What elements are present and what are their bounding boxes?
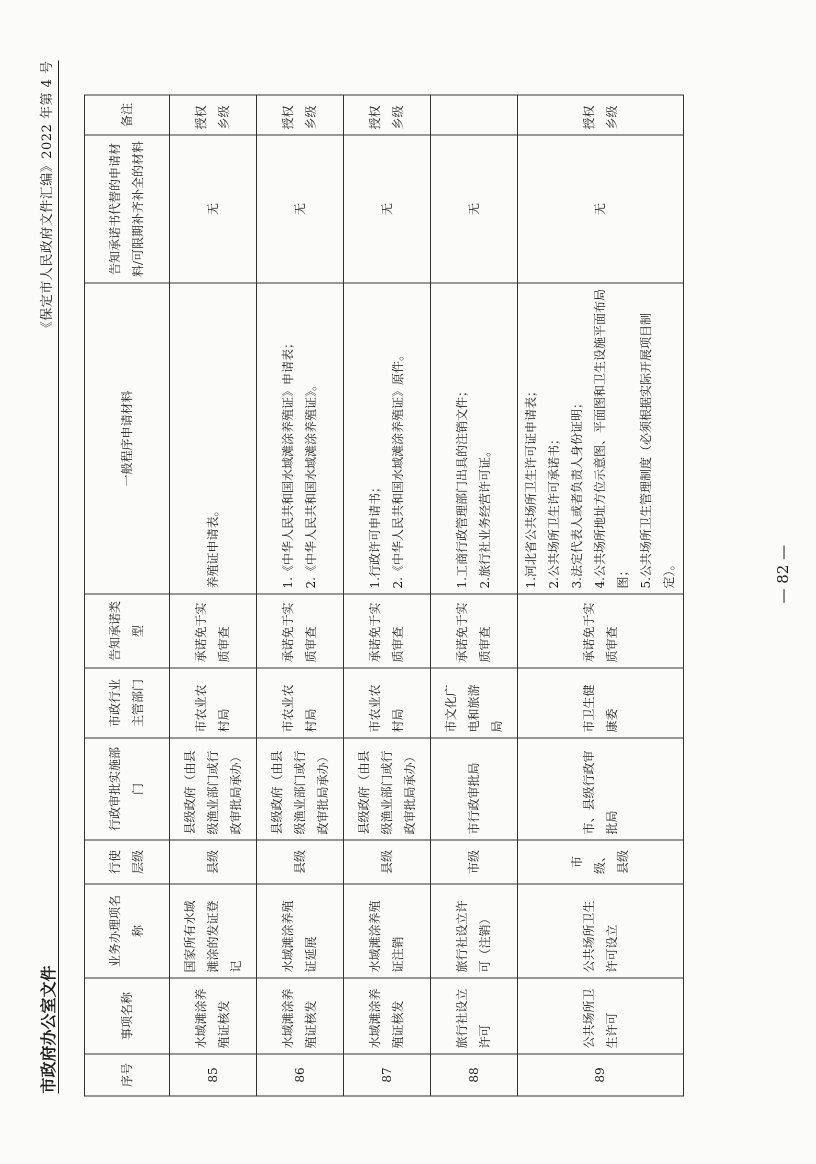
materials xyxy=(170,283,257,594)
industry-dept: 市农业农村局 xyxy=(170,668,257,738)
col-header: 序号 xyxy=(85,1054,170,1096)
level: 县级 xyxy=(170,840,257,884)
col-header: 行政审批实施部门 xyxy=(85,738,170,840)
row-number: 89 xyxy=(518,1054,684,1096)
business-name: 国家所有水域滩涂的发证登记 xyxy=(170,884,257,978)
material-line: 3.法定代表人或者负责人身份证明； xyxy=(570,397,584,589)
approval-dept: 县级政府（由县级渔业部门或行政审批局承办） xyxy=(257,738,344,840)
row-number: 86 xyxy=(257,1054,344,1096)
remark xyxy=(431,95,518,135)
replaced-materials: 无 xyxy=(518,135,684,283)
material-line: 2.公共场所卫生许可承诺书； xyxy=(547,433,561,589)
table-row xyxy=(344,95,431,1096)
item-name: 水域滩涂养殖证核发 xyxy=(344,978,431,1054)
approval-table xyxy=(84,95,684,1097)
item-name: 水域滩涂养殖证核发 xyxy=(257,978,344,1054)
item-name: 公共场所卫生许可 xyxy=(518,978,684,1054)
header-rule xyxy=(58,61,59,1094)
office-title: 市政府办公室文件 xyxy=(39,965,58,1094)
commitment-type: 承诺免于实质审查 xyxy=(431,594,518,668)
materials xyxy=(518,283,684,594)
industry-dept: 市农业农村局 xyxy=(344,668,431,738)
approval-dept: 市行政审批局 xyxy=(431,738,518,840)
material-line: 2.《中华人民共和国水域滩涂养殖证》。 xyxy=(304,379,318,589)
approval-dept: 县级政府（由县级渔业部门或行政审批局承办） xyxy=(170,738,257,840)
material-line: 2.《中华人民共和国水域滩涂养殖证》原件。 xyxy=(391,349,405,589)
materials xyxy=(344,283,431,594)
row-number: 88 xyxy=(431,1054,518,1096)
business-name: 旅行社设立许可（注销） xyxy=(431,884,518,978)
table-row xyxy=(431,95,518,1096)
material-line: 2.旅行社业务经营许可证。 xyxy=(478,445,492,589)
table-row xyxy=(170,95,257,1096)
remark: 授权乡级 xyxy=(257,95,344,135)
business-name: 水域滩涂养殖证延展 xyxy=(257,884,344,978)
industry-dept: 市文化广电和旅游局 xyxy=(431,668,518,738)
commitment-type: 承诺免于实质审查 xyxy=(518,594,684,668)
col-header: 告知承诺书代替的申请材料/可限期补齐补全的材料 xyxy=(85,135,170,283)
industry-dept: 市农业农村局 xyxy=(257,668,344,738)
col-header: 备注 xyxy=(85,95,170,135)
commitment-type: 承诺免于实质审查 xyxy=(170,594,257,668)
replaced-materials: 无 xyxy=(170,135,257,283)
item-name: 旅行社设立许可 xyxy=(431,978,518,1054)
material-line: 1.工商行政管理部门出具的注销文件； xyxy=(455,385,469,589)
remark: 授权乡级 xyxy=(170,95,257,135)
remark: 授权乡级 xyxy=(344,95,431,135)
table-row xyxy=(257,95,344,1096)
material-line: 1.《中华人民共和国水域滩涂养殖证》申请表； xyxy=(281,337,295,589)
level: 市级、县级 xyxy=(518,840,684,884)
approval-dept: 市、县级行政审批局 xyxy=(518,738,684,840)
level: 县级 xyxy=(257,840,344,884)
approval-dept: 县级政府（由县级渔业部门或行政审批局承办） xyxy=(344,738,431,840)
replaced-materials: 无 xyxy=(344,135,431,283)
materials xyxy=(431,283,518,594)
level: 市级 xyxy=(431,840,518,884)
col-header: 事项名称 xyxy=(85,978,170,1054)
level: 县级 xyxy=(344,840,431,884)
replaced-materials: 无 xyxy=(431,135,518,283)
commitment-type: 承诺免于实质审查 xyxy=(344,594,431,668)
business-name: 公共场所卫生许可设立 xyxy=(518,884,684,978)
col-header: 市政行业主管部门 xyxy=(85,668,170,738)
material-line: 1.行政许可申请书； xyxy=(368,481,382,589)
materials xyxy=(257,283,344,594)
item-name: 水域滩涂养殖证核发 xyxy=(170,978,257,1054)
material-line: 5.公共场所卫生管理制度（必须根据实际开展项目制定）。 xyxy=(639,313,676,589)
industry-dept: 市卫生健康委 xyxy=(518,668,684,738)
commitment-type: 承诺免于实质审查 xyxy=(257,594,344,668)
business-name: 水域滩涂养殖证注销 xyxy=(344,884,431,978)
row-number: 87 xyxy=(344,1054,431,1096)
material-line: 4.公共场所地址方位示意图、平面图和卫生设施平面布局图； xyxy=(593,289,630,589)
rotated-page xyxy=(0,1,816,1164)
material-line: 1.河北省公共场所卫生许可证申请表； xyxy=(524,385,538,589)
replaced-materials: 无 xyxy=(257,135,344,283)
journal-title: 《保定市人民政府文件汇编》2022 年第 4 号 xyxy=(40,60,55,335)
page-number: — 82 — xyxy=(774,544,792,604)
table-row xyxy=(518,95,684,1096)
col-header: 一般程序申请材料 xyxy=(85,283,170,594)
col-header: 行使层级 xyxy=(85,840,170,884)
remark: 授权乡级 xyxy=(518,95,684,135)
col-header: 业务办理项名 称 xyxy=(85,884,170,978)
col-header: 告知承诺类型 xyxy=(85,594,170,668)
material-line: 养殖证申请表。 xyxy=(205,504,220,589)
row-number: 85 xyxy=(170,1054,257,1096)
header-row xyxy=(85,95,170,1096)
